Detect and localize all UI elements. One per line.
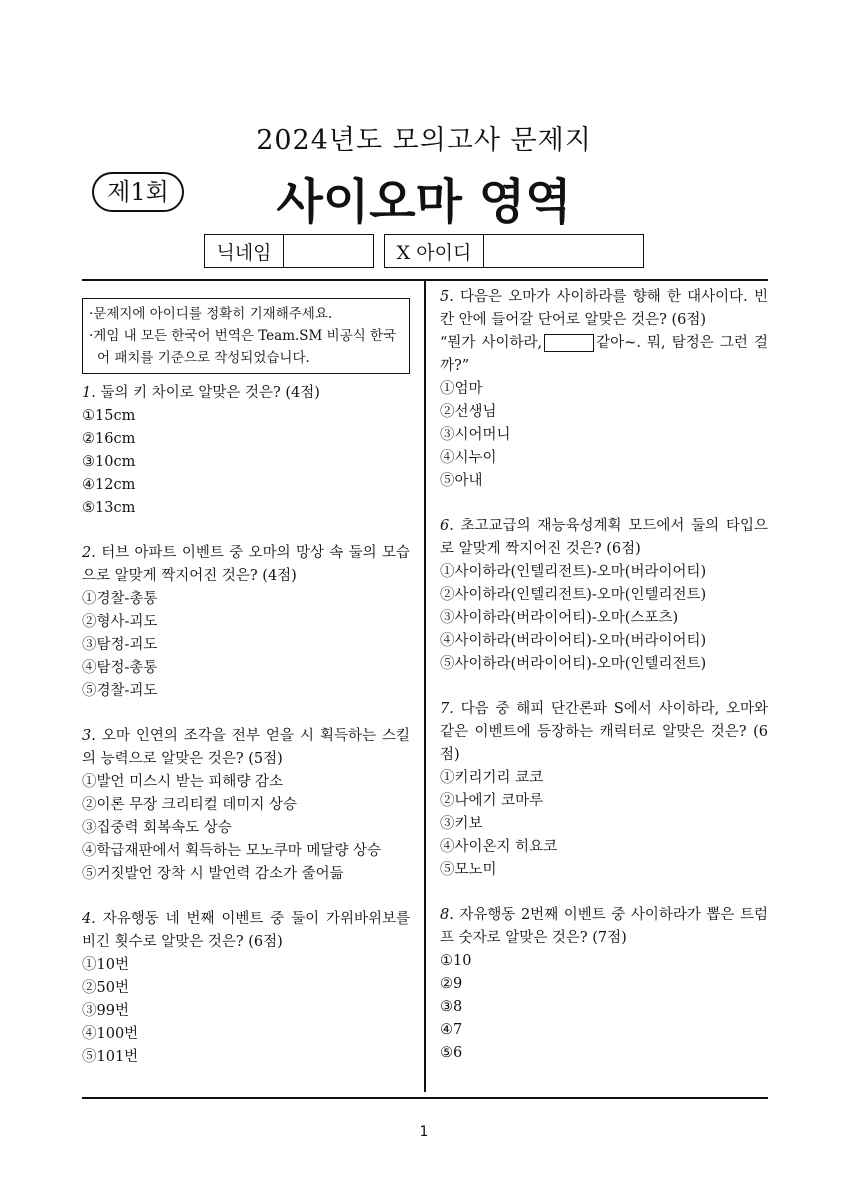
answer-option[interactable]: ①엄마	[440, 381, 483, 397]
page-number: 1	[419, 1124, 429, 1140]
nickname-field[interactable]	[284, 235, 373, 267]
round-badge: 제1회	[92, 172, 184, 212]
question-4	[82, 908, 410, 1069]
answer-option[interactable]: ④학급재판에서 획득하는 모노쿠마 메달량 상승	[82, 843, 382, 859]
question-text	[82, 908, 410, 954]
question-number: 3.	[82, 728, 96, 744]
answer-option[interactable]: ②선생님	[440, 404, 497, 420]
id-label: X 아이디	[385, 235, 484, 267]
question-stem: 터브 아파트 이벤트 중 오마의 망상 속 둘의 모습으로 알맞게 짝지어진 것은? (4점)	[82, 545, 410, 584]
answer-option[interactable]: ①키리기리 쿄코	[440, 770, 544, 786]
answer-option[interactable]: ①경찰-총통	[82, 591, 158, 607]
notice-box	[82, 298, 410, 374]
question-text	[440, 515, 768, 561]
answer-option[interactable]: ③집중력 회복속도 상승	[82, 820, 232, 836]
question-text	[82, 725, 410, 771]
answer-option[interactable]: ④사이하라(버라이어티)-오마(버라이어티)	[440, 633, 707, 649]
right-column	[440, 286, 768, 1087]
question-stem: 다음은 오마가 사이하라를 향해 한 대사이다. 빈 칸 안에 들어갈 단어로 알맞은 것은? (6점)	[440, 289, 768, 328]
answer-option[interactable]: ②형사-괴도	[82, 614, 158, 630]
id-box	[384, 234, 644, 268]
question-text	[440, 698, 768, 767]
question-stem: 다음 중 해피 단간론파 S에서 사이하라, 오마와 같은 이벤트에 등장하는 캐릭터로 알맞은 것은? (6점)	[440, 701, 769, 763]
question-text	[440, 904, 768, 950]
answer-option[interactable]: ⑤모노미	[440, 862, 497, 878]
question-number: 5.	[440, 289, 454, 305]
question-text	[440, 286, 768, 332]
answer-option[interactable]: ④7	[440, 1022, 463, 1038]
question-number: 7.	[440, 701, 454, 717]
question-8	[440, 904, 768, 1065]
answer-option[interactable]: ①10	[440, 953, 472, 969]
answer-option[interactable]: ①15cm	[82, 408, 136, 424]
question-number: 2.	[82, 545, 96, 561]
answer-option[interactable]: ③사이하라(버라이어티)-오마(스포츠)	[440, 610, 679, 626]
nickname-box	[204, 234, 374, 268]
question-stem: 자유행동 네 번째 이벤트 중 둘이 가위바위보를 비긴 횟수로 알맞은 것은? (6점)	[82, 911, 410, 950]
question-text	[82, 542, 410, 588]
question-2	[82, 542, 410, 703]
subject-title: 사이오마 영역	[276, 174, 572, 230]
question-stem: 자유행동 2번째 이벤트 중 사이하라가 뽑은 트럼프 숫자로 알맞은 것은? (7점)	[440, 907, 769, 946]
answer-option[interactable]: ⑤101번	[82, 1049, 139, 1065]
answer-option[interactable]: ⑤아내	[440, 473, 483, 489]
nickname-label: 닉네임	[205, 235, 284, 267]
notice-line: ·게임 내 모든 한국어 번역은 Team.SM 비공식 한국어 패치를 기준으로 작성되었습니다.	[89, 328, 397, 366]
answer-option[interactable]: ③키보	[440, 816, 483, 832]
question-5	[440, 286, 768, 493]
exam-title: 2024년도 모의고사 문제지	[256, 125, 592, 156]
answer-option[interactable]: ④사이온지 히요코	[440, 839, 558, 855]
question-number: 4.	[82, 911, 96, 927]
answer-option[interactable]: ①발언 미스시 받는 피해량 감소	[82, 774, 284, 790]
answer-blank	[544, 334, 594, 352]
left-column	[82, 298, 410, 1091]
question-stem: 둘의 키 차이로 알맞은 것은? (4점)	[100, 385, 320, 401]
question-text	[82, 382, 410, 405]
answer-option[interactable]: ②사이하라(인텔리전트)-오마(인텔리전트)	[440, 587, 707, 603]
question-stem: 오마 인연의 조각을 전부 얻을 시 획득하는 스킬의 능력으로 알맞은 것은? (5점)	[82, 728, 411, 767]
quote-text	[440, 332, 768, 378]
answer-option[interactable]: ③10cm	[82, 454, 136, 470]
question-7	[440, 698, 768, 882]
answer-option[interactable]: ③8	[440, 999, 463, 1015]
answer-option[interactable]: ②나에기 코마루	[440, 793, 544, 809]
question-3	[82, 725, 410, 886]
answer-option[interactable]: ④12cm	[82, 477, 136, 493]
answer-option[interactable]: ②16cm	[82, 431, 136, 447]
answer-option[interactable]: ④탐정-총통	[82, 660, 158, 676]
answer-option[interactable]: ⑤경찰-괴도	[82, 683, 158, 699]
question-number: 6.	[440, 518, 454, 534]
answer-option[interactable]: ⑤6	[440, 1045, 463, 1061]
bottom-rule	[82, 1097, 768, 1099]
answer-option[interactable]: ③99번	[82, 1003, 129, 1019]
answer-option[interactable]: ⑤13cm	[82, 500, 136, 516]
answer-option[interactable]: ②9	[440, 976, 463, 992]
answer-option[interactable]: ②이론 무장 크리티컬 데미지 상승	[82, 797, 298, 813]
question-stem: 초고교급의 재능육성계획 모드에서 둘의 타입으로 알맞게 짝지어진 것은? (6점)	[440, 518, 769, 557]
answer-option[interactable]: ④시누이	[440, 450, 497, 466]
answer-option[interactable]: ①사이하라(인텔리전트)-오마(버라이어티)	[440, 564, 707, 580]
notice-line: ·문제지에 아이디를 정확히 기재해주세요.	[89, 306, 333, 322]
answer-option[interactable]: ①10번	[82, 957, 129, 973]
question-number: 8.	[440, 907, 454, 923]
question-number: 1.	[82, 385, 96, 401]
answer-option[interactable]: ④100번	[82, 1026, 139, 1042]
answer-option[interactable]: ③탐정-괴도	[82, 637, 158, 653]
id-field[interactable]	[484, 235, 643, 267]
answer-option[interactable]: ③시어머니	[440, 427, 511, 443]
quote-start: “뭔가 사이하라,	[440, 335, 543, 351]
answer-option[interactable]: ②50번	[82, 980, 129, 996]
column-divider	[424, 280, 426, 1092]
answer-option[interactable]: ⑤거짓발언 장착 시 발언력 감소가 줄어듦	[82, 866, 344, 882]
answer-option[interactable]: ⑤사이하라(버라이어티)-오마(인텔리전트)	[440, 656, 707, 672]
quote-end: 같아~. 뭐, 탐정은 그런 걸까?”	[440, 335, 768, 374]
question-6	[440, 515, 768, 676]
question-1	[82, 382, 410, 520]
